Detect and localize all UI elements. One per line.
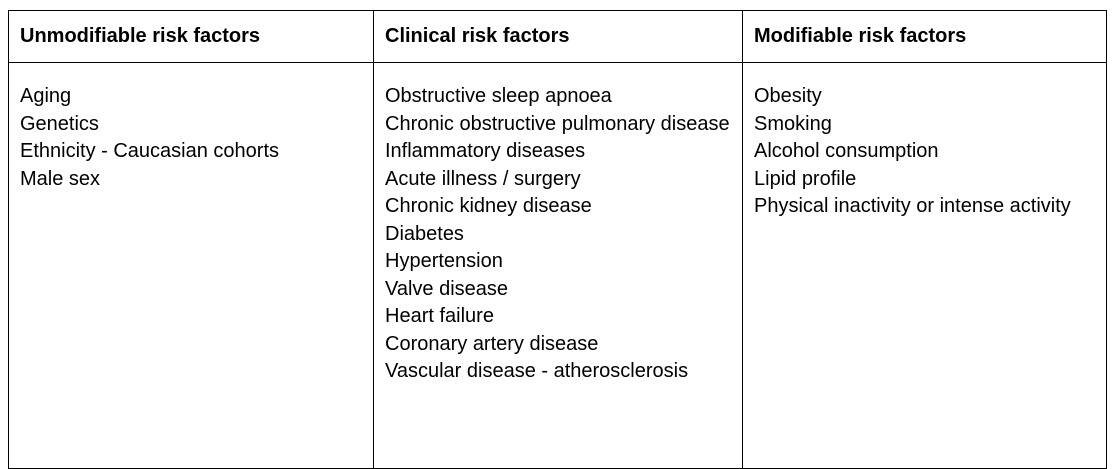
table-header-row: [9, 11, 1107, 63]
list-item: Coronary artery disease: [385, 332, 599, 355]
list-item: Genetics: [20, 112, 99, 135]
list-item: Acute illness / surgery: [385, 167, 581, 190]
list-item: Obesity: [754, 85, 822, 107]
list-item: Chronic obstructive pulmonary disease: [385, 112, 730, 135]
list-item: Vascular disease - atherosclerosis: [385, 360, 689, 382]
list-item: Hypertension: [385, 250, 503, 272]
list-item: Valve disease: [385, 277, 509, 300]
modifiable-risk-factors-cell: [743, 63, 1107, 469]
risk-factors-table: [8, 10, 1107, 469]
list-item: Obstructive sleep apnoea: [385, 85, 612, 107]
header-modifiable-risk-factors: Modifiable risk factors: [743, 11, 1107, 63]
list-item: Aging: [20, 85, 72, 107]
list-item: Diabetes: [385, 222, 464, 245]
list-item: Ethnicity - Caucasian cohorts: [20, 140, 280, 162]
list-item: Smoking: [754, 112, 832, 135]
table-row: [9, 63, 1107, 469]
list-item: Lipid profile: [754, 167, 857, 190]
clinical-risk-factors-cell: [374, 63, 743, 469]
list-item: Male sex: [20, 167, 101, 190]
list-item: Inflammatory diseases: [385, 140, 586, 162]
list-item: Alcohol consumption: [754, 140, 939, 162]
header-unmodifiable-risk-factors: Unmodifiable risk factors: [9, 11, 374, 63]
list-item: Heart failure: [385, 305, 494, 327]
header-clinical-risk-factors: Clinical risk factors: [374, 11, 743, 63]
list-item: Physical inactivity or intense activity: [754, 195, 1071, 217]
unmodifiable-risk-factors-cell: [9, 63, 374, 469]
list-item: Chronic kidney disease: [385, 195, 592, 217]
